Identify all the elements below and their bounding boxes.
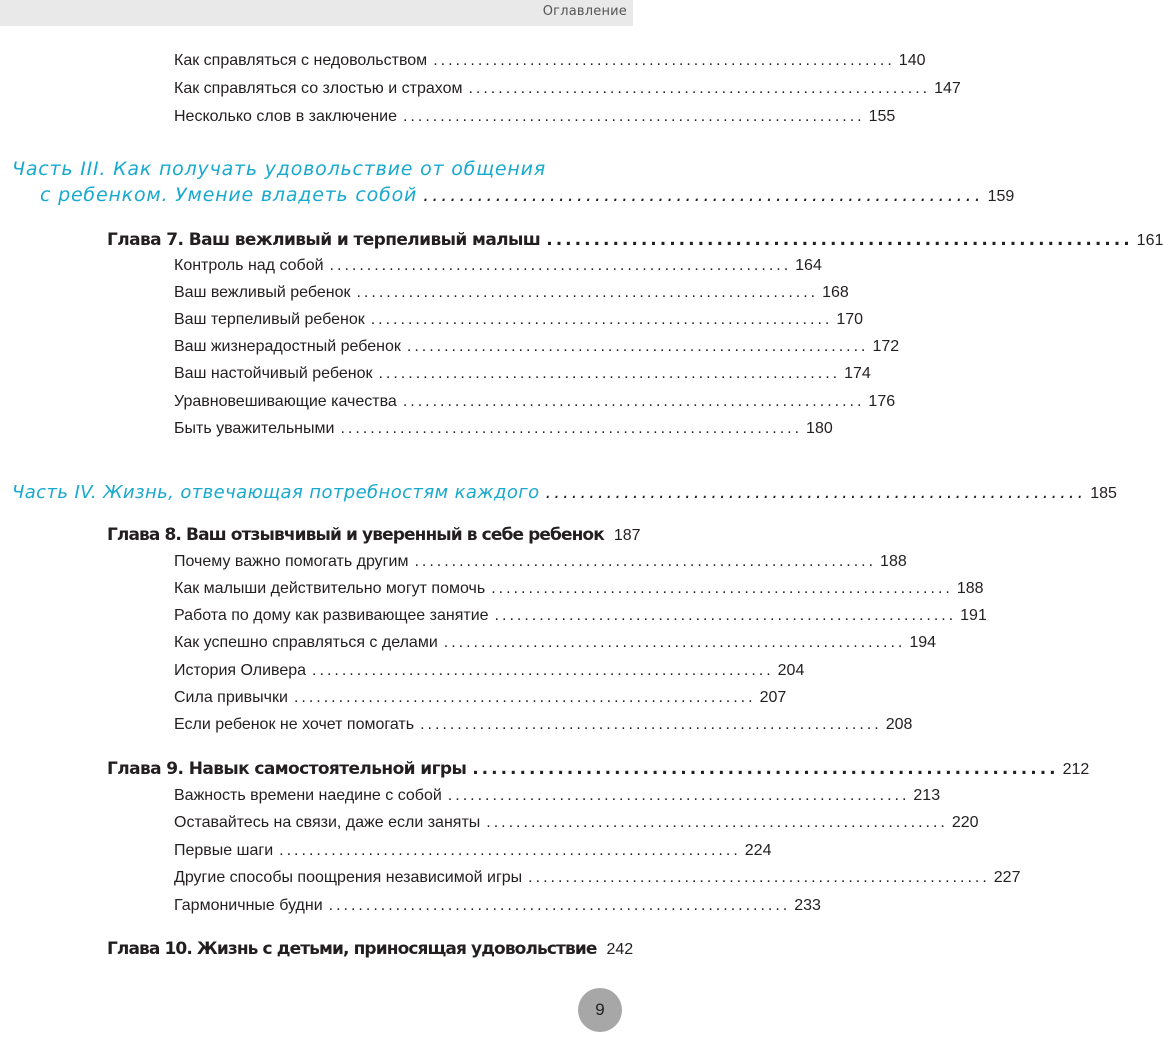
toc-entry bbox=[174, 842, 772, 860]
toc-entry bbox=[174, 662, 805, 680]
toc-entry-page: 194 bbox=[909, 634, 937, 651]
leader-dots: .............................................................. bbox=[370, 311, 833, 328]
chapter-page: 242 bbox=[606, 941, 634, 958]
leader-dots: .............................................................. bbox=[378, 365, 841, 382]
toc-entry-title: Гармоничные будни bbox=[174, 897, 323, 914]
chapter-heading bbox=[107, 939, 634, 959]
chapter-title: Глава 7. Ваш вежливый и терпеливый малыш bbox=[107, 230, 541, 250]
toc-entry-page: 213 bbox=[913, 787, 941, 804]
toc-entry-title: Оставайтесь на связи, даже если заняты bbox=[174, 814, 481, 831]
leader-dots: .............................................................. bbox=[545, 482, 1087, 503]
toc-entry bbox=[174, 80, 961, 98]
toc-entry-title: Как успешно справляться с делами bbox=[174, 634, 438, 651]
leader-dots: .............................................................. bbox=[279, 842, 741, 859]
toc-entry bbox=[174, 257, 822, 275]
leader-dots: .............................................................. bbox=[447, 787, 910, 804]
leader-dots: .............................................................. bbox=[528, 869, 990, 886]
leader-dots: .............................................................. bbox=[420, 716, 882, 733]
toc-entry-title: Работа по дому как развивающее занятие bbox=[174, 607, 489, 624]
toc-entry-page: 172 bbox=[872, 338, 900, 355]
toc-entry bbox=[174, 311, 864, 329]
toc-entry bbox=[174, 553, 907, 571]
leader-dots: .............................................................. bbox=[494, 607, 957, 624]
leader-dots: .............................................................. bbox=[491, 580, 953, 597]
toc-entry bbox=[174, 787, 941, 805]
toc-entry-title: Важность времени наедине с собой bbox=[174, 787, 442, 804]
part-page: 185 bbox=[1090, 485, 1117, 502]
toc-entry bbox=[174, 869, 1021, 887]
toc-entry-page: 220 bbox=[951, 814, 979, 831]
toc-entry-title: Уравновешивающие качества bbox=[174, 393, 397, 410]
leader-dots: .............................................................. bbox=[472, 759, 1059, 779]
toc-entry-title: Как справляться со злостью и страхом bbox=[174, 80, 463, 97]
leader-dots: .............................................................. bbox=[328, 897, 791, 914]
chapter-title: Глава 9. Навык самостоятельной игры bbox=[107, 759, 467, 779]
toc-entry-page: 180 bbox=[806, 420, 833, 437]
toc-entry bbox=[174, 338, 900, 356]
toc-entry-title: Несколько слов в заключение bbox=[174, 108, 397, 125]
part-title-line: с ребенком. Умение владеть собой bbox=[40, 184, 418, 206]
toc-entry-title: Если ребенок не хочет помогать bbox=[174, 716, 415, 733]
leader-dots: .............................................................. bbox=[414, 553, 877, 570]
leader-dots: .............................................................. bbox=[402, 393, 865, 410]
toc-entry-page: 191 bbox=[960, 607, 987, 624]
part-title: Часть IV. Жизнь, отвечающая потребностям каждого bbox=[12, 482, 540, 503]
toc-entry bbox=[174, 607, 987, 625]
toc-entry-title: История Оливера bbox=[174, 662, 307, 679]
chapter-heading bbox=[107, 525, 641, 545]
toc-entry-title: Как малыши действительно могут помочь bbox=[174, 580, 486, 597]
leader-dots: .............................................................. bbox=[356, 284, 819, 301]
part-heading bbox=[12, 482, 1117, 503]
toc-entry bbox=[174, 365, 871, 383]
toc-entry bbox=[174, 284, 849, 302]
toc-entry-page: 224 bbox=[744, 842, 772, 859]
toc-entry-title: Сила привычки bbox=[174, 689, 288, 706]
toc-entry bbox=[174, 393, 896, 411]
part-heading bbox=[40, 184, 1015, 206]
leader-dots: .............................................................. bbox=[423, 184, 984, 206]
toc-entry-title: Ваш терпеливый ребенок bbox=[174, 311, 365, 328]
leader-dots: .............................................................. bbox=[340, 420, 803, 437]
leader-dots: .............................................................. bbox=[406, 338, 869, 355]
toc-entry bbox=[174, 634, 937, 652]
page-number: 9 bbox=[595, 1000, 605, 1019]
toc-entry bbox=[174, 420, 833, 438]
chapter-title: Глава 10. Жизнь с детьми, приносящая удовольствие bbox=[107, 939, 597, 959]
chapter-heading bbox=[107, 230, 1163, 250]
toc-entry-title: Первые шаги bbox=[174, 842, 274, 859]
toc-entry bbox=[174, 716, 913, 734]
toc-entry-page: 168 bbox=[822, 284, 849, 301]
leader-dots: .............................................................. bbox=[468, 80, 931, 97]
toc-entry-page: 233 bbox=[794, 897, 821, 914]
running-header-title: Оглавление bbox=[542, 4, 627, 19]
leader-dots: .............................................................. bbox=[329, 257, 792, 274]
toc-entry bbox=[174, 580, 984, 598]
toc-entry-page: 204 bbox=[777, 662, 805, 679]
toc-entry-title: Почему важно помогать другим bbox=[174, 553, 409, 570]
chapter-page: 187 bbox=[613, 527, 641, 544]
toc-entry-page: 207 bbox=[759, 689, 787, 706]
toc-entry-title: Как справляться с недовольством bbox=[174, 52, 428, 69]
chapter-title: Глава 8. Ваш отзывчивый и уверенный в себе ребенок bbox=[107, 525, 604, 545]
page-number-badge bbox=[578, 988, 622, 1032]
toc-entry-title: Быть уважительными bbox=[174, 420, 335, 437]
toc-entry-page: 147 bbox=[934, 80, 961, 97]
toc-entry-page: 176 bbox=[868, 393, 896, 410]
leader-dots: .............................................................. bbox=[293, 689, 756, 706]
toc-entry-page: 164 bbox=[795, 257, 822, 274]
part-title-line: Часть III. Как получать удовольствие от общения bbox=[12, 158, 546, 180]
chapter-heading bbox=[107, 759, 1090, 779]
toc-entry-page: 170 bbox=[836, 311, 864, 328]
toc-entry-page: 227 bbox=[993, 869, 1021, 886]
toc-entry-page: 188 bbox=[956, 580, 984, 597]
toc-entry-title: Контроль над собой bbox=[174, 257, 324, 274]
toc-entry-title: Ваш жизнерадостный ребенок bbox=[174, 338, 401, 355]
toc-entry-page: 208 bbox=[885, 716, 913, 733]
toc-entry bbox=[174, 108, 896, 126]
leader-dots: .............................................................. bbox=[312, 662, 774, 679]
toc-entry-page: 140 bbox=[898, 52, 926, 69]
toc-entry bbox=[174, 814, 979, 832]
toc-entry-page: 155 bbox=[868, 108, 896, 125]
leader-dots: .............................................................. bbox=[402, 108, 865, 125]
toc-entry bbox=[174, 52, 926, 70]
chapter-page: 212 bbox=[1062, 761, 1090, 778]
toc-entry-title: Ваш настойчивый ребенок bbox=[174, 365, 373, 382]
leader-dots: .............................................................. bbox=[486, 814, 948, 831]
toc-entry-title: Другие способы поощрения независимой игры bbox=[174, 869, 523, 886]
running-header bbox=[0, 0, 633, 26]
toc-entry-page: 188 bbox=[880, 553, 907, 570]
toc-entry-page: 174 bbox=[844, 365, 871, 382]
part-page: 159 bbox=[987, 188, 1015, 205]
leader-dots: .............................................................. bbox=[433, 52, 895, 69]
leader-dots: .............................................................. bbox=[546, 230, 1133, 250]
chapter-page: 161 bbox=[1136, 232, 1163, 249]
toc-entry bbox=[174, 897, 821, 915]
toc-entry bbox=[174, 689, 787, 707]
toc-entry-title: Ваш вежливый ребенок bbox=[174, 284, 351, 301]
leader-dots: .............................................................. bbox=[443, 634, 906, 651]
